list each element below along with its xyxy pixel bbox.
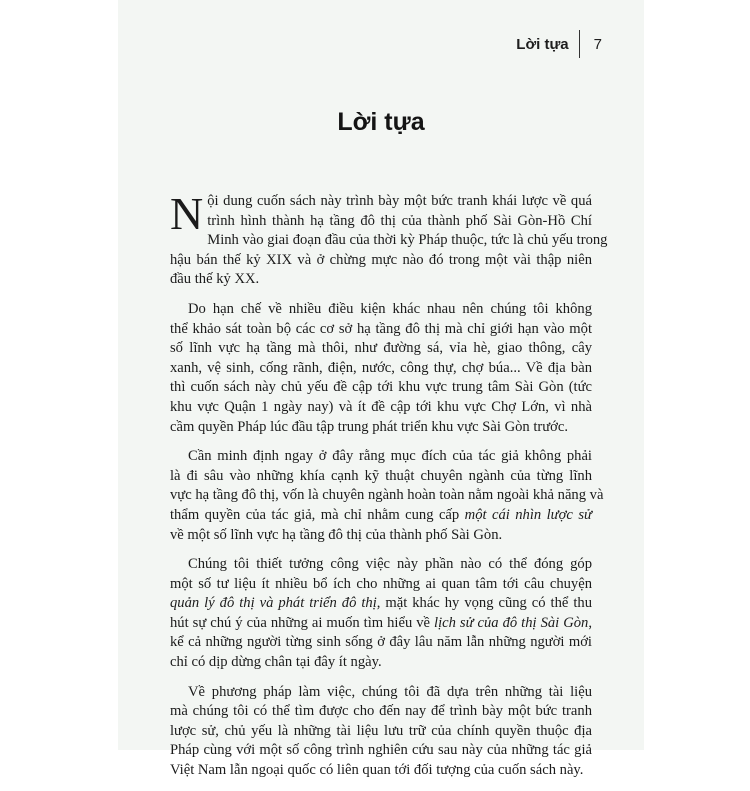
running-header-section: Lời tựa	[516, 35, 569, 53]
text-span: , mặt khác hy vọng cũng có thể thu	[376, 595, 592, 612]
page-number: 7	[593, 35, 602, 53]
text-line	[170, 594, 592, 614]
text-line: trình hình thành hạ tầng đô thị của thành phố Sài Gòn-Hồ Chí	[207, 212, 592, 229]
paragraph-5	[170, 683, 592, 781]
text-line	[170, 506, 592, 526]
paragraph-3	[170, 447, 604, 545]
text-line: xanh, vệ sinh, cống rãnh, điện, nước, công thự, chợ búa... Về địa bàn	[170, 359, 592, 376]
text-line: mà chúng tôi có thể tìm được cho đến nay để trình bày một bức tranh	[170, 703, 592, 720]
text-line: là đi sâu vào những khía cạnh kỹ thuật chuyên ngành của từng lĩnh	[170, 467, 592, 484]
text-line: kể cả những người từng sinh sống ở đây lâu năm lẫn những người mới	[170, 634, 592, 651]
text-line: về một số lĩnh vực hạ tầng đô thị của thành phố Sài Gòn.	[170, 526, 503, 543]
text-line: thì cuốn sách này chủ yếu đề cập tới khu vực trung tâm Sài Gòn (tức	[170, 379, 592, 396]
text-line: cầm quyền Pháp lúc đầu tập trung phát triển khu vực Sài Gòn trước.	[170, 418, 569, 435]
text-line	[170, 614, 592, 634]
text-line: lược sử, chủ yếu là những tài liệu lưu trữ của chính quyền thuộc địa	[170, 722, 592, 739]
text-line: số lĩnh vực hạ tầng mà thôi, như đường sá, vỉa hè, giao thông, cây	[170, 340, 592, 357]
paragraph-4	[170, 555, 592, 673]
text-line: khu vực Quận 1 ngày nay) và ít đề cập tới khu vực Chợ Lớn, vì nhà	[170, 398, 592, 415]
text-line: vực hạ tầng đô thị, vốn là chuyên ngành hoàn toàn nằm ngoài khả năng và	[170, 487, 604, 504]
italic-phrase: lịch sử của đô thị Sài Gòn	[434, 614, 589, 631]
text-line: Cần minh định ngay ở đây rằng mục đích của tác giả không phải	[188, 448, 592, 465]
italic-phrase: một cái nhìn lược sử	[464, 506, 592, 523]
text-line: Về phương pháp làm việc, chúng tôi đã dựa trên những tài liệu	[188, 683, 592, 700]
drop-cap: N	[170, 188, 204, 239]
text-line: thể khảo sát toàn bộ các cơ sở hạ tầng đô thị mà chỉ giới hạn vào một	[170, 320, 592, 337]
text-span: thẩm quyền của tác giả, mà chỉ nhằm cung cấp	[170, 506, 465, 523]
book-page	[118, 0, 644, 779]
text-line: ội dung cuốn sách này trình bày một bức tranh khái lược về quá	[207, 193, 592, 209]
text-line: Pháp cùng với một số công trình nghiên cứu sau này của những tác giả	[170, 742, 592, 759]
text-span: hút sự chú ý của những ai muốn tìm hiểu về	[170, 614, 435, 631]
text-line: chỉ có dịp dừng chân tại đây ít ngày.	[170, 654, 382, 671]
text-line: Chúng tôi thiết tưởng công việc này phần nào có thể đóng góp	[188, 556, 592, 573]
body-text	[170, 188, 608, 791]
text-line: hậu bán thế kỷ XIX và ở chừng mực nào đó trong một vài thập niên	[170, 251, 592, 268]
paragraph-1	[170, 188, 608, 290]
text-line: đầu thế kỷ XX.	[170, 271, 260, 288]
chapter-title: Lời tựa	[337, 108, 425, 136]
text-line: một số tư liệu ít nhiều bổ ích cho những ai quan tâm tới câu chuyện	[170, 575, 592, 592]
italic-phrase: quản lý đô thị và phát triển đô thị	[170, 595, 377, 612]
text-span: ,	[588, 614, 592, 631]
paragraph-2	[170, 300, 592, 437]
running-header	[516, 30, 602, 58]
text-line: Minh vào giai đoạn đầu của thời kỳ Pháp thuộc, tức là chủ yếu trong	[207, 232, 608, 249]
text-line: Việt Nam lẫn ngoại quốc có liên quan tới đối tượng của cuốn sách này.	[170, 762, 584, 779]
text-line: Do hạn chế về nhiều điều kiện khác nhau nên chúng tôi không	[188, 300, 592, 317]
